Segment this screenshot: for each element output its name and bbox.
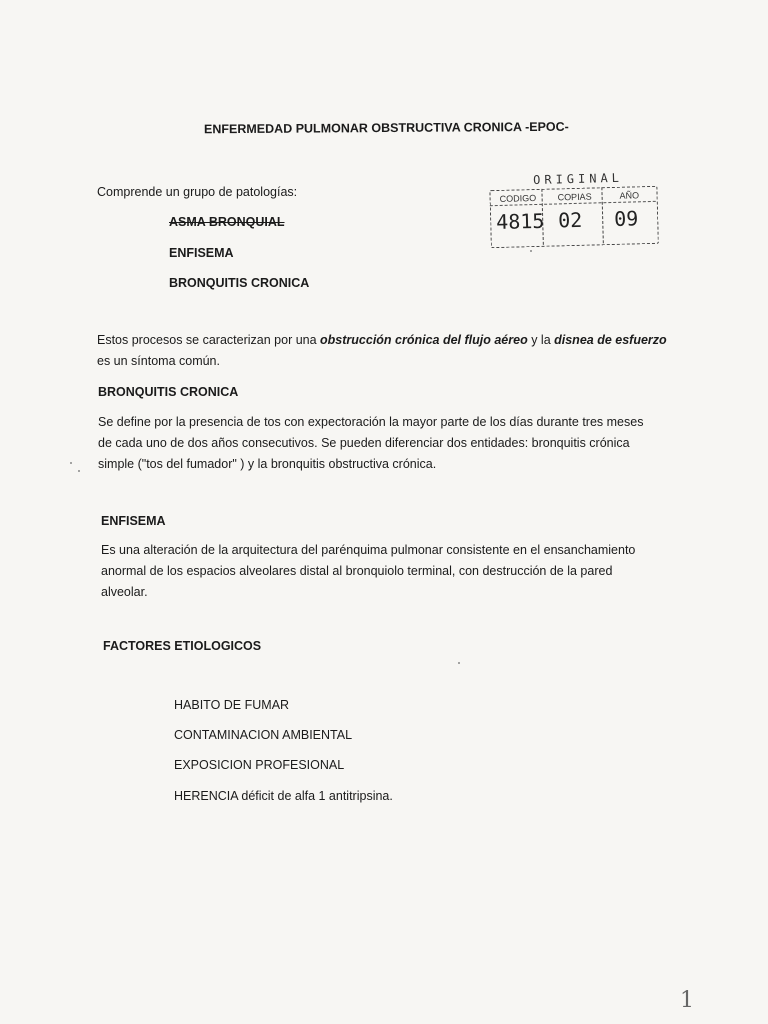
bronquitis-line-1: Se define por la presencia de tos con expectoración la mayor parte de los días durante tres meses (98, 415, 644, 429)
patologia-asma: ASMA BRONQUIAL (169, 215, 285, 229)
bronquitis-line-3: simple ("tos del fumador" ) y la bronquitis obstructiva crónica. (98, 457, 437, 471)
scan-speck (70, 462, 72, 464)
procesos-text-1: Estos procesos se caracterizan por una (97, 333, 321, 347)
factor-habito: HABITO DE FUMAR (174, 698, 290, 712)
stamp-value-ano: 09 (613, 206, 639, 231)
procesos-text-3: es un síntoma común. (97, 354, 220, 368)
scan-speck (458, 662, 460, 664)
original-stamp (485, 170, 663, 255)
enfisema-line-3: alveolar. (101, 585, 148, 599)
bronquitis-paragraph (98, 412, 698, 475)
document-title: ENFERMEDAD PULMONAR OBSTRUCTIVA CRONICA -EPOC- (203, 119, 569, 137)
stamp-value-codigo: 4815 (495, 208, 545, 235)
factor-exposicion: EXPOSICION PROFESIONAL (174, 758, 345, 772)
factores-heading: FACTORES ETIOLOGICOS (103, 639, 262, 653)
stamp-label-codigo: CODIGO (499, 192, 537, 204)
stamp-label-ano: AÑO (619, 190, 640, 201)
scan-speck (530, 250, 532, 252)
factor-herencia: HERENCIA déficit de alfa 1 antitripsina. (174, 789, 393, 803)
stamp-value-copias: 02 (557, 207, 583, 233)
bronquitis-line-2: de cada uno de dos años consecutivos. Se pueden diferenciar dos entidades: bronquitis crónica (98, 436, 630, 450)
procesos-text-2: y la (527, 333, 555, 347)
procesos-emphasis-1: obstrucción crónica del flujo aéreo (320, 333, 528, 347)
patologia-enfisema: ENFISEMA (169, 246, 234, 260)
scan-speck (78, 470, 80, 472)
patologia-bronquitis: BRONQUITIS CRONICA (169, 276, 310, 290)
stamp-label-copias: COPIAS (557, 191, 592, 203)
procesos-emphasis-2: disnea de esfuerzo (554, 333, 667, 347)
enfisema-paragraph (101, 540, 701, 603)
enfisema-line-1: Es una alteración de la arquitectura del parénquima pulmonar consistente en el ensanchamiento (101, 543, 636, 557)
bronquitis-heading: BRONQUITIS CRONICA (98, 385, 239, 399)
stamp-header: ORIGINAL (532, 170, 624, 188)
intro-text: Comprende un grupo de patologías: (97, 185, 298, 199)
page-number: 1 (680, 988, 694, 1013)
procesos-paragraph (97, 330, 677, 372)
enfisema-heading: ENFISEMA (101, 514, 166, 528)
factor-contaminacion: CONTAMINACION AMBIENTAL (174, 728, 353, 742)
enfisema-line-2: anormal de los espacios alveolares distal al bronquiolo terminal, con destrucción de la pared (101, 564, 613, 578)
